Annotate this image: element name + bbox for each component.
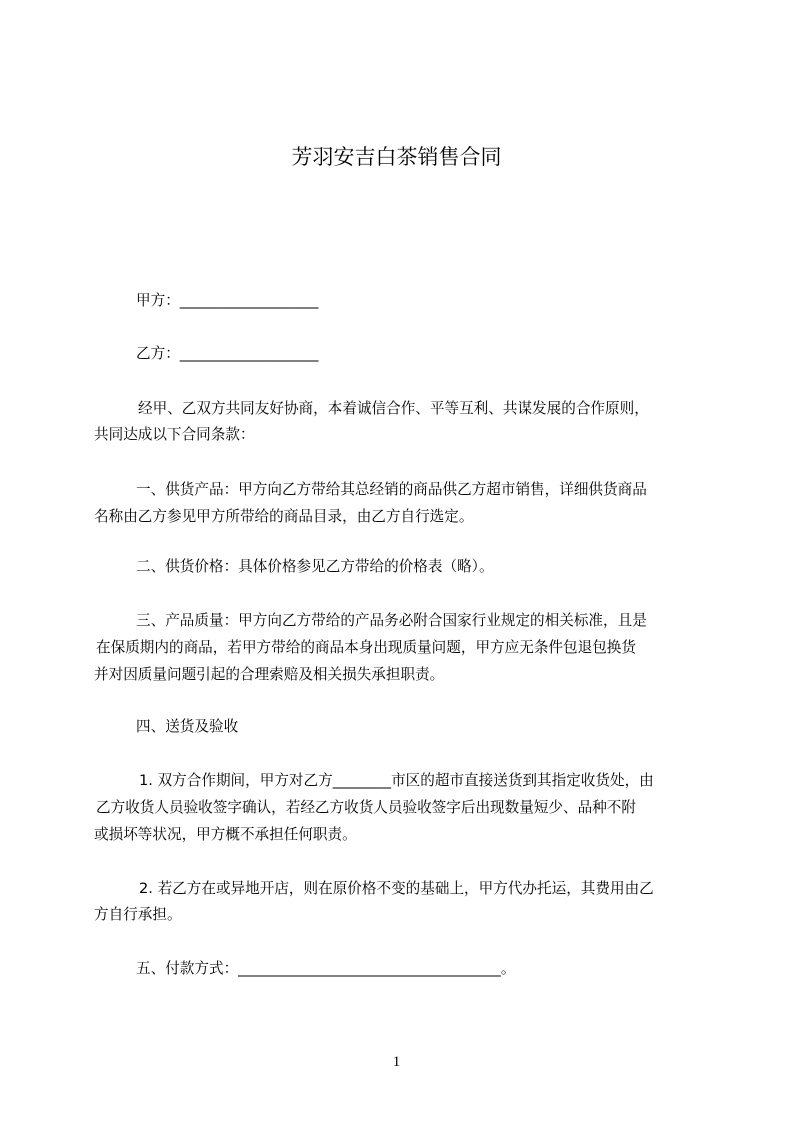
clause1-line-2: 名称由乙方参见甲方所带给的商品目录，由乙方自行选定。	[94, 508, 474, 525]
clause4-item2-line-2: 方自行承担。	[94, 906, 182, 923]
clause4-item1-line-1: 1. 双方合作期间，甲方对乙方________市区的超市直接送货到其指定收货处，由	[139, 772, 654, 789]
clause2-line: 二、供货价格：具体价格参见乙方带给的价格表（略）。	[136, 558, 494, 575]
clause4-item1-line-3: 或损坏等状况，甲方概不承担任何职责。	[94, 826, 357, 843]
party-b-line: 乙方：___________________	[136, 345, 319, 362]
intro-line-1: 经甲、乙双方共同友好协商，本着诚信合作、平等互利、共谋发展的合作原则，	[138, 400, 649, 417]
clause3-line-3: 并对因质量问题引起的合理索赔及相关损失承担职责。	[94, 666, 445, 683]
clause5-line: 五、付款方式：____________________________________。	[136, 960, 516, 977]
clause4-item1-line-2: 乙方收货人员验收签字确认，若经乙方收货人员验收签字后出现数量短少、品种不附	[96, 799, 636, 816]
document-title: 芳羽安吉白茶销售合同	[291, 145, 502, 169]
clause3-line-2: 在保质期内的商品，若甲方带给的商品本身出现质量问题，甲方应无条件包退包换货	[96, 639, 636, 656]
clause4-heading: 四、送货及验收	[136, 718, 239, 735]
clause3-line-1: 三、产品质量：甲方向乙方带给的产品务必附合国家行业规定的相关标准，且是	[136, 612, 647, 629]
clause1-line-1: 一、供货产品：甲方向乙方带给其总经销的商品供乙方超市销售，详细供货商品	[136, 481, 647, 498]
party-a-line: 甲方：___________________	[136, 292, 319, 309]
clause4-item2-line-1: 2. 若乙方在或异地开店，则在原价格不变的基础上，甲方代办托运，其费用由乙	[139, 880, 654, 897]
intro-line-2: 共同达成以下合同条款：	[94, 426, 255, 443]
page-number: 1	[392, 1054, 401, 1070]
